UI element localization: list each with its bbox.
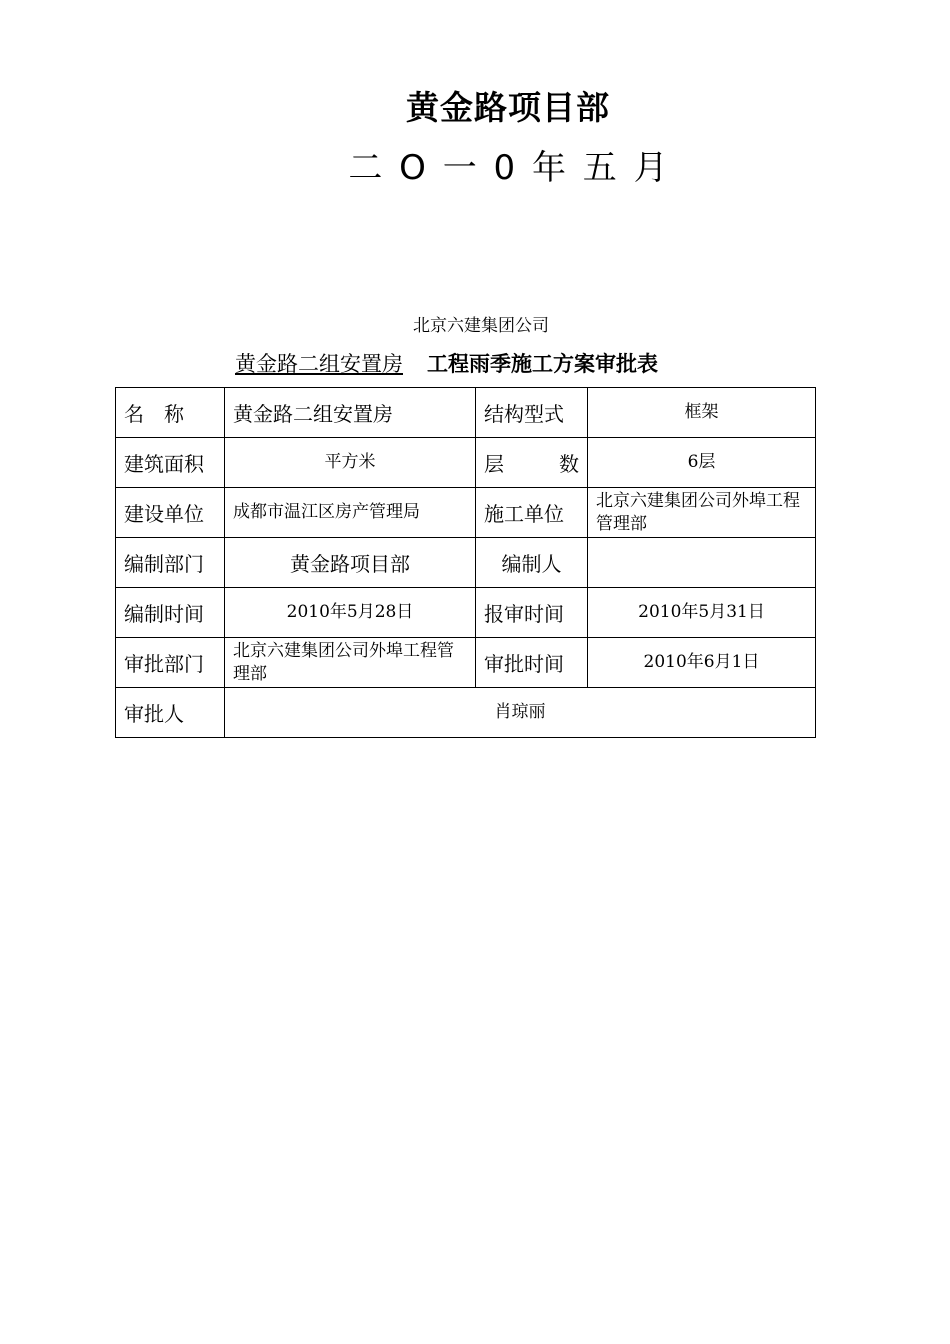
table-row — [116, 388, 816, 438]
submit-time-value: 2010年5月31日 — [588, 588, 816, 638]
approve-dept-label: 审批部门 — [116, 638, 225, 688]
approve-time-label: 审批时间 — [476, 638, 588, 688]
contractor-value: 北京六建集团公司外埠工程管理部 — [588, 488, 816, 538]
approver-label: 审批人 — [116, 688, 225, 738]
name-label: 名 称 — [116, 388, 225, 438]
table-row — [116, 588, 816, 638]
table-row — [116, 438, 816, 488]
form-title — [209, 350, 658, 378]
approve-time-value: 2010年6月1日 — [588, 638, 816, 688]
owner-label: 建设单位 — [116, 488, 225, 538]
company-name: 北京六建集团公司 — [413, 316, 549, 336]
table-row — [116, 638, 816, 688]
compile-time-value: 2010年5月28日 — [225, 588, 476, 638]
submit-time-label: 报审时间 — [476, 588, 588, 638]
approval-table — [115, 387, 816, 738]
owner-value: 成都市温江区房产管理局 — [225, 488, 476, 538]
table-row — [116, 488, 816, 538]
floors-value: 6层 — [588, 438, 816, 488]
author-label: 编制人 — [476, 538, 588, 588]
date-line: 二 O 一 0 年 五 月 — [348, 148, 668, 188]
floors-label: 层 数 — [476, 438, 588, 488]
approve-dept-value: 北京六建集团公司外埠工程管理部 — [225, 638, 476, 688]
approver-value: 肖琼丽 — [225, 688, 816, 738]
org-title: 黄金路项目部 — [406, 88, 610, 127]
author-value — [588, 538, 816, 588]
dept-label: 编制部门 — [116, 538, 225, 588]
structure-value: 框架 — [588, 388, 816, 438]
contractor-label: 施工单位 — [476, 488, 588, 538]
area-label: 建筑面积 — [116, 438, 225, 488]
table-row — [116, 688, 816, 738]
form-title-suffix: 工程雨季施工方案审批表 — [427, 352, 658, 376]
area-value: 平方米 — [225, 438, 476, 488]
name-value: 黄金路二组安置房 — [225, 388, 476, 438]
table-row — [116, 538, 816, 588]
dept-value: 黄金路项目部 — [225, 538, 476, 588]
form-title-project: 黄金路二组安置房 — [235, 352, 403, 376]
structure-label: 结构型式 — [476, 388, 588, 438]
compile-time-label: 编制时间 — [116, 588, 225, 638]
